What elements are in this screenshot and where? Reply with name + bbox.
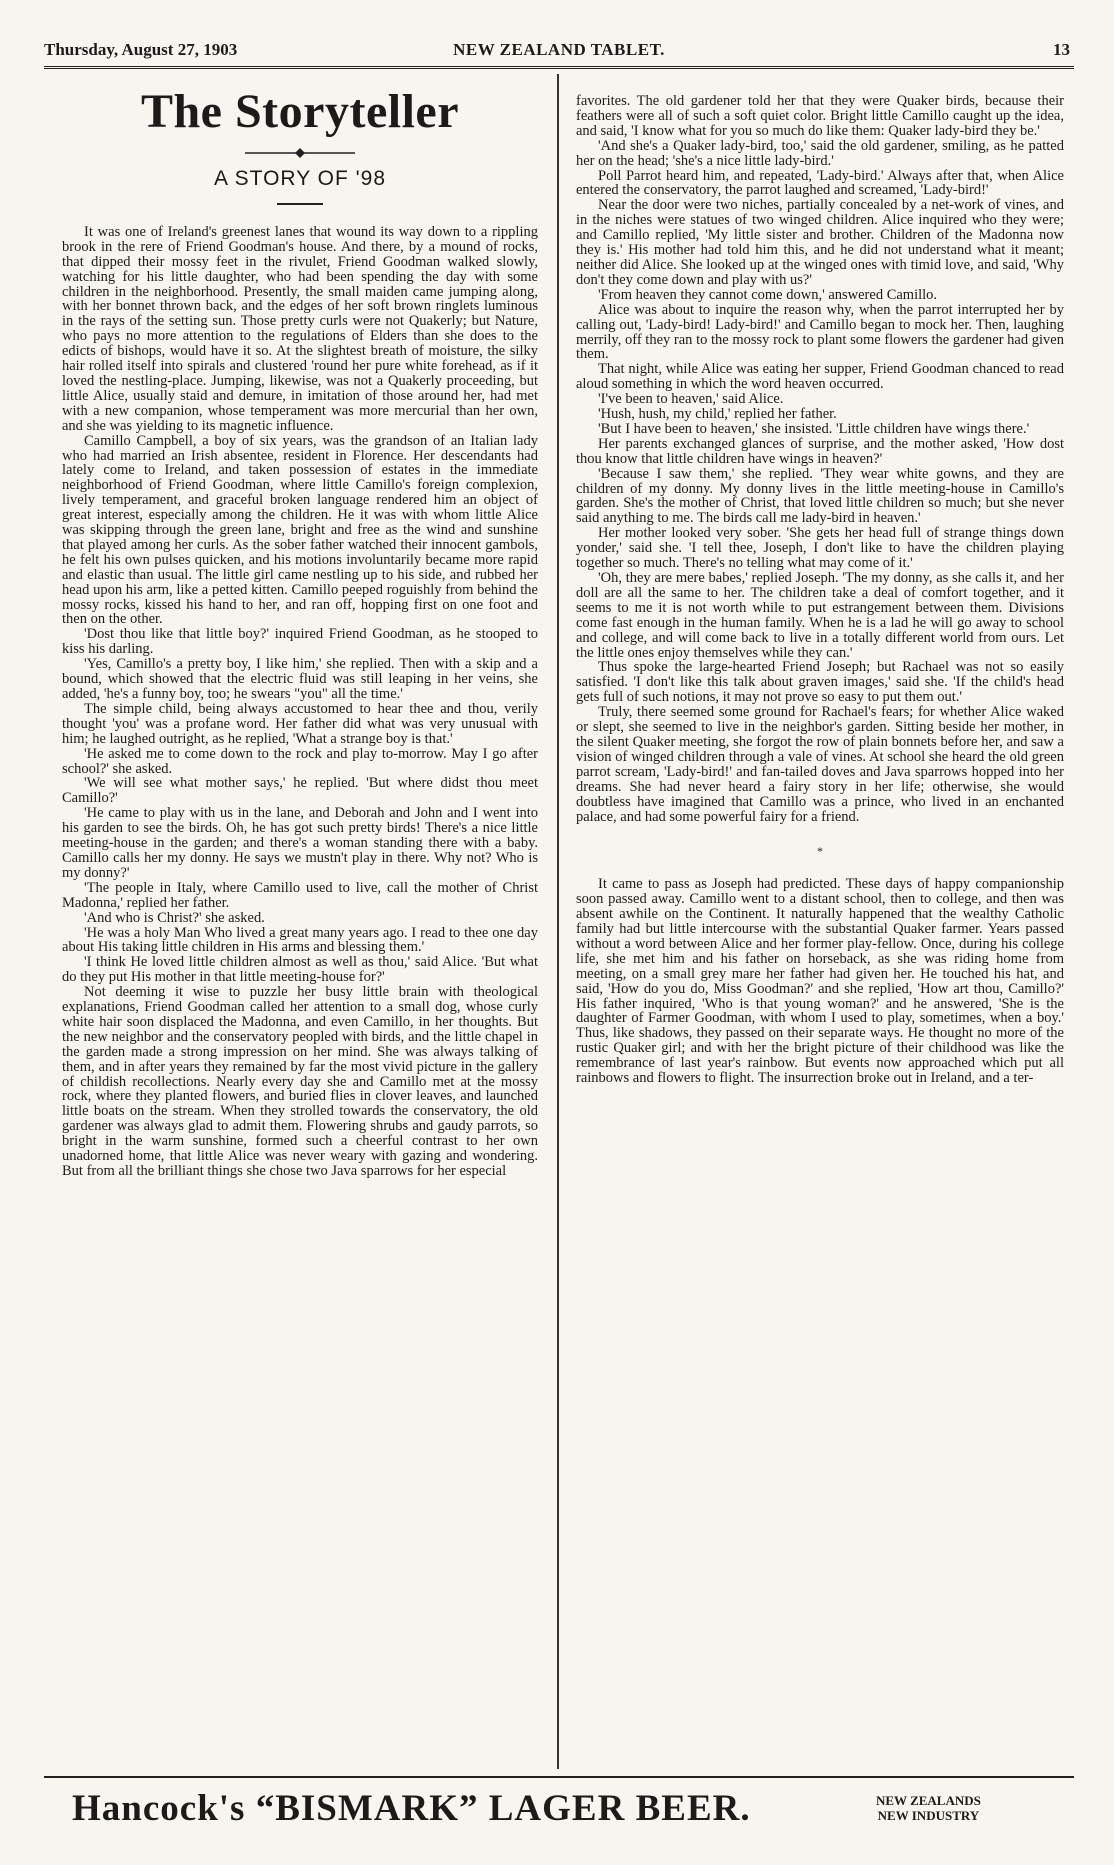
paragraph: It came to pass as Joseph had predicted. These days of happy companionship soon passed away. Camillo went to a distant school, then to college, and then was absent awhile on the Continent. It naturally happened that the wealthy Catholic family had but little intercourse with the substantial Quaker farmer. Years passed without a word between Alice and her former play-fellow. Once, during his college life, she met him and his father on horseback, as she was riding home from meeting, on a small grey mare her father had given her. He touched his hat, and said, 'How do you do, Miss Goodman?' and she replied, 'How art thou, Camillo?' His father inquired, 'Who is that young woman?' and he answered, 'She is the daughter of Farmer Goodman, with whom I used to play, sometimes, when a boy.' Thus, like shadows, they passed on their separate ways. He thought no more of the rustic Quaker girl; and with her the bright picture of their childhood was like the remembrance of last year's rainbow. But events now approached which put all rainbows and flowers to flight. The insurrection broke out in Ireland, and a ter- [576,876,1064,1087]
paragraph: The simple child, being always accustomed to hear thee and thou, verily thought 'you' was a profane word. Her father did what was very unusual with him; he laughed outright, as he replied, 'What a strange boy is that.' [62,700,538,747]
header-rule [44,66,1074,69]
footer-rule [44,1776,1074,1778]
advertisement [72,1787,1032,1847]
paragraph: 'I've been to heaven,' said Alice. [598,391,784,408]
paragraph: 'Oh, they are mere babes,' replied Joseph. 'The my donny, as she calls it, and her doll are all the same to her. The children take a deal of comfort together, and it seems to me it is not worth while to put estrangement between them. Divisions come fast enough in the human family. When he is a lad he will go away to school and college, and will come back to live in a totally different world from ours. Let the little ones enjoy themselves while they can.' [576,570,1064,661]
subtitle-rule [277,203,323,205]
paragraph: 'He asked me to come down to the rock and play to-morrow. May I go after school?' she asked. [62,745,538,777]
paragraph: 'From heaven they cannot come down,' answered Camillo. [598,286,938,303]
right-column-body-upper [576,94,1064,824]
article-subtitle: A STORY OF '98 [213,167,387,190]
paragraph: 'We will see what mother says,' he replied. 'But where didst thou meet Camillo?' [62,775,538,807]
paragraph: Not deeming it wise to puzzle her busy little brain with theological explanations, Friend Goodman called her attention to a small dog, whose curly white hair soon displaced the Madonna, and even Camillo, in her thoughts. But the new neighbor and the conservatory peopled with birds, and the little chapel in the garden made a strong impression on her mind. She was always talking of them, and in after years they remained by far the most vivid picture in the gallery of childish recollections. Nearly every day she and Camillo met at the mossy rock, where they planted flowers, and buried flies in clover leaves, and launched little boats on the stream. When they strolled towards the conservatory, the old gardener was always glad to admit them. Flowering shrubs and gaudy parrots, so bright in the warm sunshine, formed such a cheerful contrast to her own unadorned home, that little Alice was never weary with gazing and wondering. But from all the brilliant things she chose two Java sparrows for her especial [62,984,538,1179]
ad-tagline [876,1793,981,1823]
paragraph: 'The people in Italy, where Camillo used to live, call the mother of Christ Madonna,' replied her father. [62,879,538,911]
ad-tagline-line1: NEW ZEALANDS [876,1793,981,1808]
paragraph: 'And she's a Quaker lady-bird, too,' said the old gardener, smiling, as he patted her on the head; 'she's a nice little lady-bird.' [576,137,1064,169]
paragraph: 'He was a holy Man Who lived a great many years ago. I read to thee one day about His taking little children in His arms and blessing them.' [62,924,538,956]
issue-date: Thursday, August 27, 1903 [44,40,238,59]
page-number: 13 [1053,40,1070,59]
paragraph: 'But I have been to heaven,' she insisted. 'Little children have wings there.' [598,420,1030,437]
column-divider [557,74,559,1769]
column-right [576,94,1064,1784]
ad-headline: Hancock's “BISMARK” LAGER BEER. [72,1788,751,1829]
paragraph: 'Dost thou like that little boy?' inquired Friend Goodman, as he stooped to kiss his darling. [62,626,538,658]
paragraph: 'Yes, Camillo's a pretty boy, I like him,' she replied. Then with a skip and a bound, which showed that the electric fluid was still leaping in her veins, she added, 'he's a funny boy, too; he swears "you" all the time.' [62,656,538,702]
paragraph: Camillo Campbell, a boy of six years, was the grandson of an Italian lady who had married an Irish absentee, resident in Florence. Her descendants had lately come to Ireland, and taken possession of estates in the immediate neighborhood of Friend Goodman, where little Camillo's foreign complexion, lively temperament, and graceful broken language rendered him an object of great interest, especially among the children. He it was with whom little Alice was skipping through the green lane, bright and free as the wind and sunshine that played among her curls. As the sober father watched their innocent gambols, he felt his own pulses quicken, and his motions involuntarily became more rapid and elastic than usual. The little girl came nestling up to his side, and rubbed her head upon his arm, like a petted kitten. Camillo peeped roguishly from behind the mossy rocks, kissed his hand to her, and ran off, hopping first on one foot and then on the other. [62,432,538,628]
paragraph: Alice was about to inquire the reason why, when the parrot interrupted her by calling out, 'Lady-bird! Lady-bird!' and Camillo began to mock her. Then, laughing merrily, off they ran to the mossy rock to plant some flowers the gardener had given them. [576,301,1064,363]
column-left [62,78,538,1768]
paragraph: It was one of Ireland's greenest lanes that wound its way down to a rippling brook in the rere of Friend Goodman's house. And there, by a mound of rocks, that dipped their mossy feet in the rivulet, Friend Goodman walked slowly, watching for his little daughter, who had been spending the day with some children in the neighborhood. Presently, the small maiden came jumping along, with her bonnet thrown back, and the edges of her soft brown ringlets luminous in the rays of the setting sun. Those pretty curls were not Quakerly; but Nature, who pays no more attention to the regulations of Elders than she does to the edicts of bishops, would have it so. At the slightest breath of moisture, the silky hair rolled itself into spirals and clustered 'round her pure white forehead, as if it loved the nestling-place. Jumping, likewise, was not a Quakerly proceeding, but little Alice, usually staid and demure, in imitation of those around her, had met with a new companion, whose temperament was more mercurial than her own, and she was yielding to its magnetic influence. [62,223,538,434]
paragraph: Near the door were two niches, partially concealed by a net-work of vines, and in the niches were statues of two winged children. Alice inquired who they were; and Camillo replied, 'My little sister and brother. Children of the Madonna now they is.' His mother had told him this, and he did not understand what it meant; neither did Alice. She looked up at the winged ones with timid love, and said, 'Why don't they come down and play with us?' [576,197,1064,288]
paragraph: Truly, there seemed some ground for Rachael's fears; for whether Alice waked or slept, she seemed to live in the neighbor's garden. Sitting beside her mother, in the silent Quaker meeting, she forgot the row of plain bonnets before her, and saw a vision of winged children through a vale of vines. At school she heard the old green parrot scream, 'Lady-bird!' and fan-tailed doves and Java sparrows hopped into her dreams. She had never heard a fairy story in her life; otherwise, she would doubtless have imagined that Camillo was a prince, who lived in an enchanted palace, and had some powerful fairy for a friend. [576,704,1064,825]
section-separator: * [817,844,823,859]
paragraph: 'He came to play with us in the lane, and Deborah and John and I went into his garden to see the birds. Oh, he has got such pretty birds! There's a nice little meeting-house in the garden; and there's a woman standing there with a baby. Camillo calls her my donny. He says we mustn't play in there. Why not? Who is my donny?' [62,805,538,881]
right-column-body-lower [576,877,1064,1086]
paragraph: favorites. The old gardener told her that they were Quaker birds, because their feathers were all of such a soft quiet color. Bright little Camillo caught up the idea, and said, 'I know what for you so much do like them: Quaker lady-bird they be.' [576,94,1064,139]
paragraph: Thus spoke the large-hearted Friend Joseph; but Rachael was not so easily satisfied. 'I don't like this talk about graven images,' said she. 'If the child's head gets full of such notions, it may not prove so easy to put them out.' [576,659,1064,706]
running-head [44,40,1074,64]
paragraph: Her parents exchanged glances of surprise, and the mother asked, 'How dost thou know that little children have wings in heaven?' [576,435,1064,467]
paragraph: 'And who is Christ?' she asked. [84,909,265,926]
paragraph: 'I think He loved little children almost as well as thou,' said Alice. 'But what do they put His mother in that little meeting-house for?' [62,954,538,986]
paragraph: 'Because I saw them,' she replied. 'They wear white gowns, and they are children of my donny. My donny lives in the little meeting-house in Camillo's garden. She's the mother of Christ, that loved little children so much; but she never said anything to me. The birds call me lady-bird in heaven.' [576,465,1064,527]
left-column-body [62,225,538,1179]
paragraph: Her mother looked very sober. 'She gets her head full of strange things down yonder,' said she. 'I tell thee, Joseph, I don't like to have the children playing together so much. There's no telling what may come of it.' [576,525,1064,572]
paragraph: That night, while Alice was eating her supper, Friend Goodman chanced to read aloud something in which the word heaven occurred. [576,361,1064,393]
publication-name: NEW ZEALAND TABLET. [453,40,665,59]
article-title: The Storyteller [140,85,460,138]
title-ornament-icon [245,148,355,158]
ad-tagline-line2: NEW INDUSTRY [877,1808,980,1823]
paragraph: Poll Parrot heard him, and repeated, 'Lady-bird.' Always after that, when Alice entered the conservatory, the parrot laughed and screamed, 'Lady-bird!' [576,167,1064,199]
paragraph: 'Hush, hush, my child,' replied her father. [598,406,837,423]
